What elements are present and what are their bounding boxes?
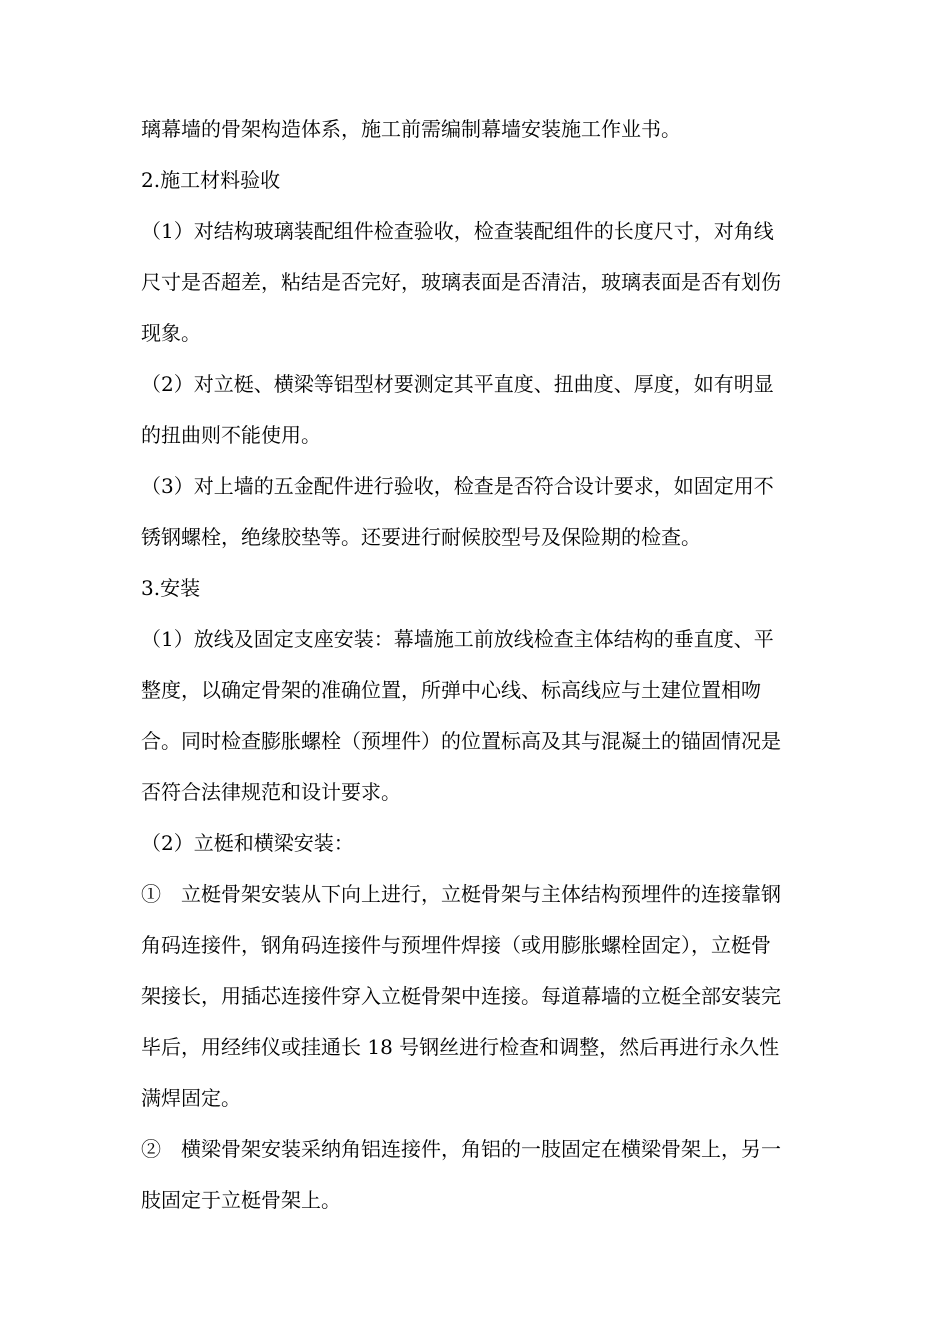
text-line: 整度，以确定骨架的准确位置，所弹中心线、标高线应与土建位置相吻 <box>141 678 761 702</box>
text-line: （1）放线及固定支座安装：幕墙施工前放线检查主体结构的垂直度、平 <box>141 627 774 651</box>
text-line: 毕后，用经纬仪或挂通长 18 号钢丝进行检查和调整，然后再进行永久性 <box>141 1035 780 1059</box>
text-line: 角码连接件，钢角码连接件与预埋件焊接（或用膨胀螺栓固定），立梃骨 <box>141 933 771 957</box>
document-body <box>141 104 831 1226</box>
text-line: （3）对上墙的五金配件进行验收，检查是否符合设计要求，如固定用不 <box>141 474 774 498</box>
text-line: 否符合法律规范和设计要求。 <box>141 780 401 804</box>
text-line: 现象。 <box>141 321 201 345</box>
text-line: ① 立梃骨架安装从下向上进行，立梃骨架与主体结构预埋件的连接靠钢 <box>141 882 781 906</box>
text-line: （2）立梃和横梁安装： <box>141 831 354 855</box>
section-heading: 3.安装 <box>141 576 201 600</box>
text-line: 满焊固定。 <box>141 1086 241 1110</box>
text-line: （1）对结构玻璃装配组件检查验收，检查装配组件的长度尺寸，对角线 <box>141 219 774 243</box>
text-line: 尺寸是否超差，粘结是否完好，玻璃表面是否清洁，玻璃表面是否有划伤 <box>141 270 781 294</box>
section-heading: 2.施工材料验收 <box>141 168 281 192</box>
text-line: 合。同时检查膨胀螺栓（预埋件）的位置标高及其与混凝土的锚固情况是 <box>141 729 781 753</box>
text-line: 璃幕墙的骨架构造体系，施工前需编制幕墙安装施工作业书。 <box>141 117 681 141</box>
text-line: 锈钢螺栓，绝缘胶垫等。还要进行耐候胶型号及保险期的检查。 <box>141 525 701 549</box>
text-line: （2）对立梃、横梁等铝型材要测定其平直度、扭曲度、厚度，如有明显 <box>141 372 774 396</box>
text-line: 的扭曲则不能使用。 <box>141 423 321 447</box>
text-line: ② 横梁骨架安装采纳角铝连接件，角铝的一肢固定在横梁骨架上，另一 <box>141 1137 781 1161</box>
text-line: 架接长，用插芯连接件穿入立梃骨架中连接。每道幕墙的立梃全部安装完 <box>141 984 781 1008</box>
text-line: 肢固定于立梃骨架上。 <box>141 1188 341 1212</box>
